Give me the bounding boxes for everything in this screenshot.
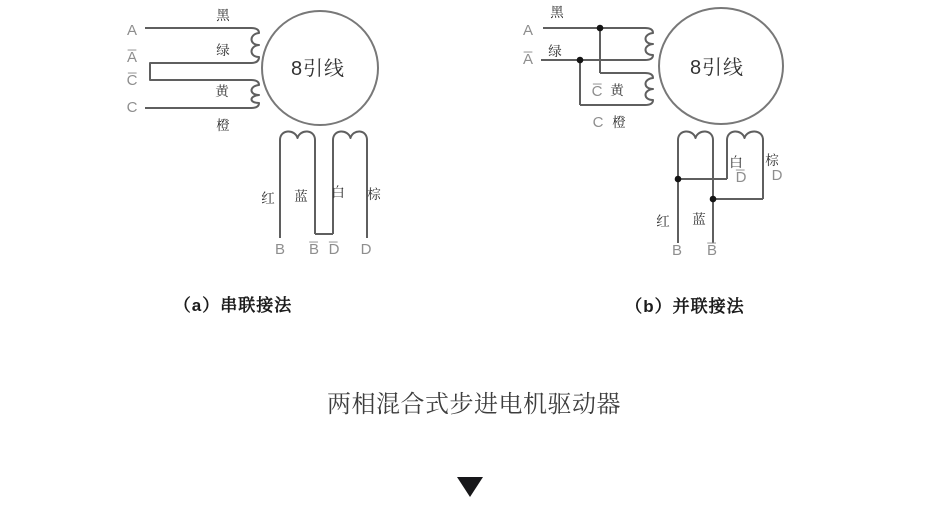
wire-color-blue: 蓝 [294,189,308,204]
terminal-b-bar: B̅ [706,242,718,259]
terminal-d-bar: D̅ [328,241,340,258]
junction-dot-b [675,176,682,183]
coil-phase-c [645,73,653,105]
wire-color-red: 红 [656,214,670,229]
terminal-c-bar: C̅ [126,72,138,89]
wire-color-orange: 橙 [612,115,626,130]
junction-dot-bbar [710,196,717,203]
wire-color-red: 红 [261,191,275,206]
wire-color-brown: 棕 [367,187,381,202]
coil-phase-a [645,28,653,60]
junction-dot-a [597,25,604,32]
wire-color-black: 黑 [550,5,564,20]
terminal-b-bar: B̅ [308,241,320,258]
motor-label: 8引线 [689,57,745,79]
coil-phase-c [251,80,259,108]
wire-color-black: 黑 [216,8,230,23]
wire-color-yellow: 黄 [610,83,624,98]
wire-color-yellow: 黄 [215,84,229,99]
coil-phase-b [280,131,315,238]
terminal-a-bar: A̅ [522,51,534,68]
down-triangle-icon[interactable] [457,477,483,497]
sub-caption-series: （a）串联接法 [173,296,293,315]
terminal-c-bar: C̅ [591,83,603,100]
terminal-b: B [274,241,286,258]
wire-color-white: 白 [331,185,345,200]
series-link-abar-cbar [150,63,251,80]
figure-caption: 两相混合式步进电机驱动器 [327,391,621,418]
terminal-b: B [671,242,683,259]
wire-color-white: 白 [729,155,743,170]
coil-phase-a [251,28,259,63]
terminal-c: C [126,99,138,116]
wire-color-green: 绿 [216,43,230,58]
terminal-d: D [360,241,372,258]
terminal-d-bar: D̅ [735,169,747,186]
sub-caption-parallel: （b）并联接法 [625,297,745,316]
terminal-d: D [771,167,783,184]
junction-dot-abar [577,57,584,64]
wire-color-blue: 蓝 [692,212,706,227]
parallel-connection-diagram [523,5,783,316]
terminal-a-bar: A̅ [126,49,138,66]
wire-color-orange: 橙 [216,118,230,133]
wire-color-green: 绿 [548,44,562,59]
series-connection-diagram [127,8,382,315]
terminal-c: C [592,114,604,131]
wire-color-brown: 棕 [765,153,779,168]
motor-label: 8引线 [290,58,346,80]
terminal-a: A [126,22,138,39]
terminal-a: A [522,22,534,39]
